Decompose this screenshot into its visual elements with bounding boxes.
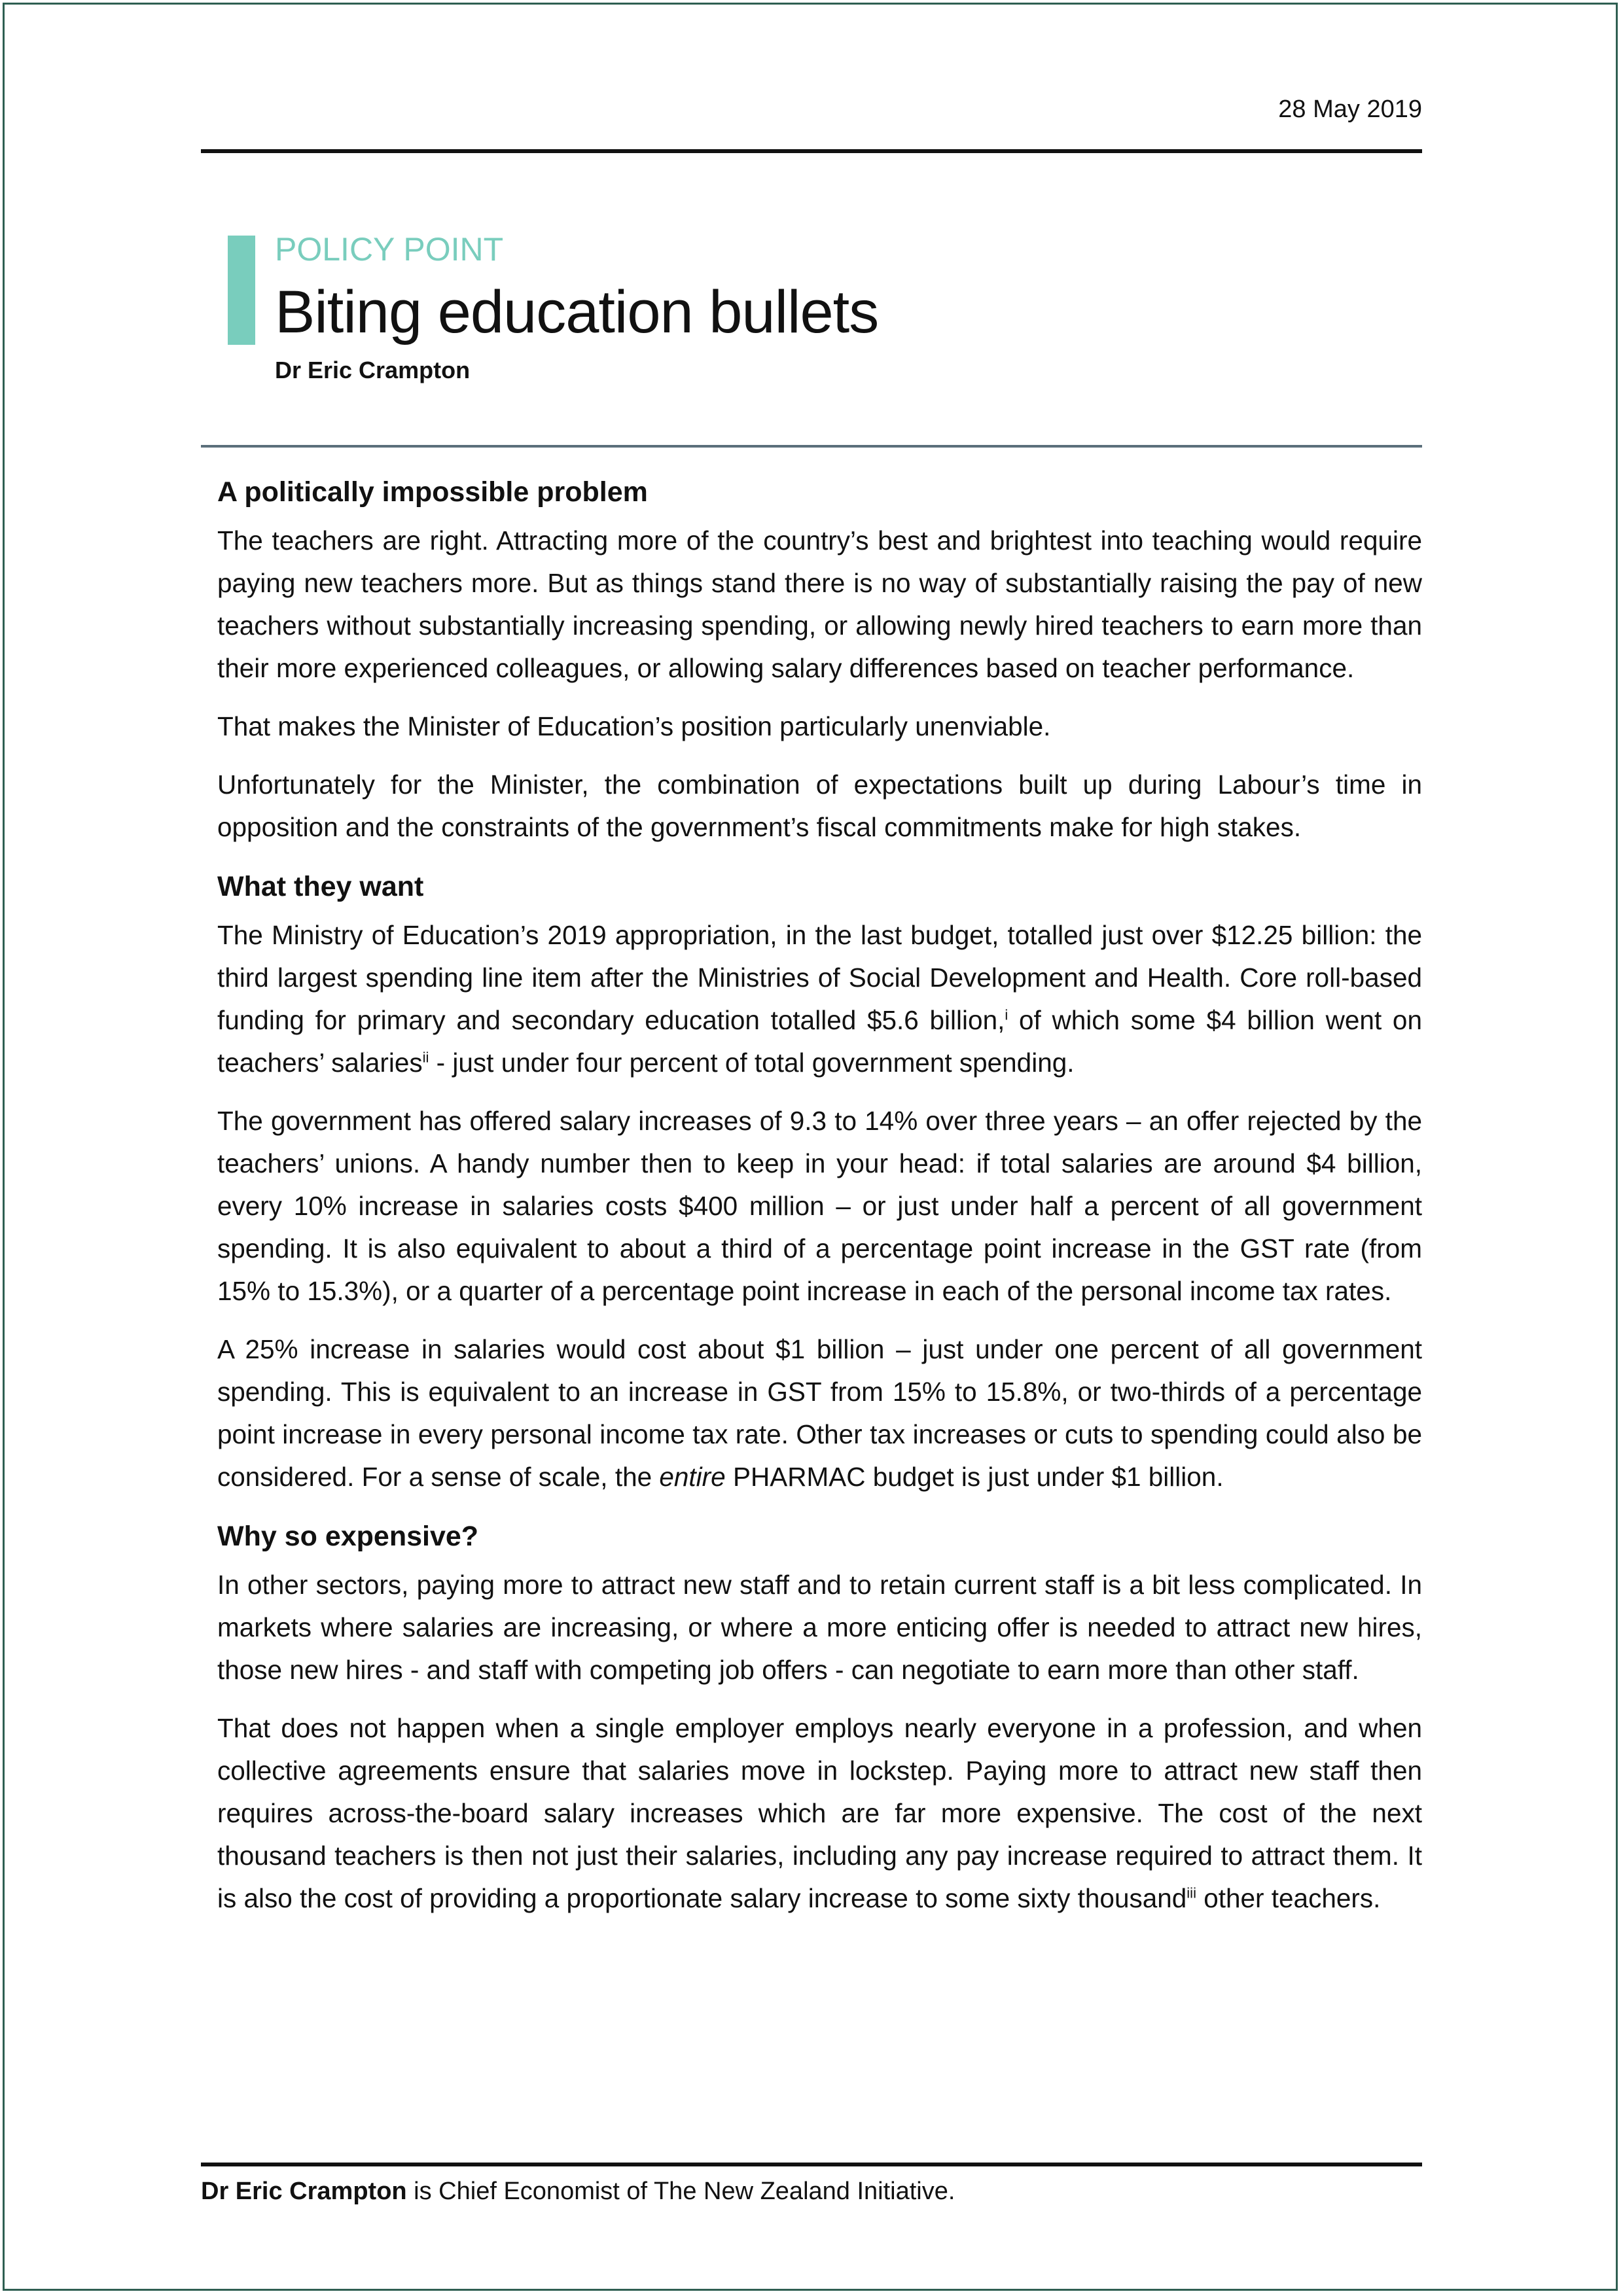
paragraph: The teachers are right. Attracting more of the country’s best and brightest into teaching would require paying new teachers more. But as things stand there is no way of substantially raising the pay of new teachers without substantially increasing spending, or allowing newly hired teachers to earn more than their more experienced colleagues, or allowing salary differences based on teacher performance. xyxy=(217,525,1422,683)
author-bio xyxy=(201,2178,955,2206)
text-run: - just under four percent of total government spending. xyxy=(429,1048,1075,1078)
text-run: PHARMAC budget is just under $1 billion. xyxy=(725,1462,1224,1492)
paragraph: Unfortunately for the Minister, the combination of expectations built up during Labour’s time in opposition and the constraints of the government’s fiscal commitments make for high stakes. xyxy=(217,769,1422,842)
text-run: The Ministry of Education’s 2019 appropriation, in the last budget, totalled just over $12.25 billion: the third largest spending line item after the Ministries of Social Development and Health. Core roll-based funding for primary and secondary education totalled $5.6 billion, xyxy=(217,920,1422,1035)
header-divider xyxy=(201,445,1422,448)
author-bio-text: is Chief Economist of The New Zealand Initiative. xyxy=(406,2178,955,2205)
section-heading: Why so expensive? xyxy=(217,1521,479,1552)
article-body xyxy=(217,470,1422,1935)
text-run: of which some $4 billion went on teachers’ salaries xyxy=(217,1005,1422,1078)
footnote-marker[interactable]: iii xyxy=(1186,1884,1196,1901)
author-name: Dr Eric Crampton xyxy=(275,357,471,383)
kicker-label: POLICY POINT xyxy=(275,231,504,268)
accent-bar xyxy=(228,236,255,345)
text-run: A 25% increase in salaries would cost about $1 billion – just under one percent of all government spending. This is equivalent to an increase in GST from 15% to 15.8%, or two-thirds of a percentage point increase in every personal income tax rate. Other tax increases or cuts to spending could also be considered. For a sense of scale, the xyxy=(217,1334,1422,1492)
paragraph: That makes the Minister of Education’s position particularly unenviable. xyxy=(217,711,1051,741)
footer-divider xyxy=(201,2163,1422,2166)
paragraph xyxy=(217,1707,1422,1920)
paragraph xyxy=(217,1328,1422,1498)
publication-date: 28 May 2019 xyxy=(1278,96,1422,123)
emphasis: entire xyxy=(659,1462,726,1492)
paragraph: The government has offered salary increases of 9.3 to 14% over three years – an offer rejected by the teachers’ unions. A handy number then to keep in your head: if total salaries are around $4 billion, every 10% increase in salaries costs $400 million – or just under half a percent of all government spending. It is also equivalent to about a third of a percentage point increase in the GST rate (from 15% to 15.3%), or a quarter of a percentage point increase in each of the personal income tax rates. xyxy=(217,1106,1422,1306)
top-divider xyxy=(201,149,1422,153)
paragraph xyxy=(217,914,1422,1084)
text-run: That does not happen when a single employer employs nearly everyone in a profession, and when collective agreements ensure that salaries move in lockstep. Paying more to attract new staff then requires across-the-board salary increases which are far more expensive. The cost of the next thousand teachers is then not just their salaries, including any pay increase required to attract them. It is also the cost of providing a proportionate salary increase to some sixty thousand xyxy=(217,1713,1422,1913)
footnote-marker[interactable]: i xyxy=(1005,1006,1008,1023)
footnote-marker[interactable]: ii xyxy=(422,1049,429,1066)
text-run: other teachers. xyxy=(1196,1883,1381,1913)
paragraph: In other sectors, paying more to attract new staff and to retain current staff is a bit less complicated. In markets where salaries are increasing, or where a more enticing offer is needed to attract new hires, those new hires - and staff with competing job offers - can negotiate to earn more than other staff. xyxy=(217,1570,1422,1685)
document-title: Biting education bullets xyxy=(275,279,879,345)
author-bio-name: Dr Eric Crampton xyxy=(201,2178,407,2205)
section-heading: What they want xyxy=(217,871,424,902)
section-heading: A politically impossible problem xyxy=(217,476,648,508)
